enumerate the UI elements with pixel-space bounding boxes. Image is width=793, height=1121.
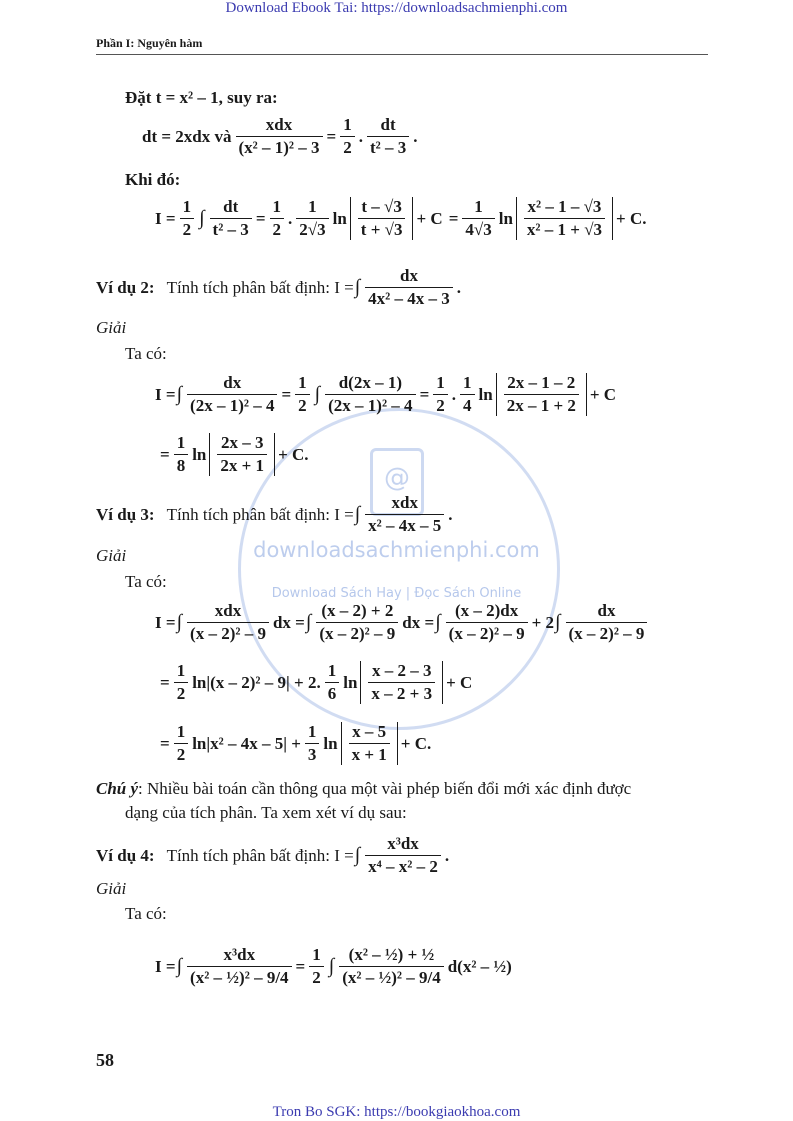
note-line-1 [96,779,631,799]
watermark-tagline: Download Sách Hay | Đọc Sách Online [271,586,522,601]
result-equation: I = $\frac{1}{2}$ ∫ $\frac{dt}{\text{t² – 3}}$ = $\frac{1}{2}$ . $\frac{1}{2√3}$ ln $\frac{t - √3}{t + √3}$ + C = $\frac{1}{4√3}$ ln $\frac{\text{x² – 1 – √3}}{\text{x² – 1 + √3}}$ + C. [155,197,647,239]
dt-relation: dt = 2xdx và $\frac{\text{xdx}}{\text{(x² – 1)² – 3}}$ = $\frac{1}{2}$ . $\frac{dt}{\text{t² – 3}}$ . [142,115,418,157]
example-3-statement: Ví dụ 3: Tính tích phân bất định: I = ∫ $\frac{\text{xdx}}{\text{x² – 4x – 5}}$ . [96,493,453,535]
substitution-line: Đặt t = x² – 1, suy ra: [125,88,278,107]
giai-label: Giải [96,879,127,898]
example-2-line-1: I = ∫ $\frac{dx}{\text{(2x – 1)² – 4}}$ = $\frac{1}{2}$ ∫ $\frac{d(2x - 1)}{\text{(2x – 1)² – 4}}$ = $\frac{1}{2}$ . $\frac{1}{4}$ ln $\frac{2x - 1 - 2}{2x - 1 + 2}$ + C [155,373,617,415]
ta-co-label: Ta có: [125,344,167,363]
page-number: 58 [96,1050,114,1070]
header-rule [96,54,708,55]
note-line-2: dạng của tích phân. Ta xem xét ví dụ sau: [125,803,407,822]
fraction: $\frac{\text{xdx}}{\text{(x² – 1)² – 3}}$ [236,115,323,158]
example-3-label: Ví dụ 3: [96,504,155,524]
giai-label: Giải [96,546,127,565]
dt-text: dt = 2xdx và [142,126,232,146]
ta-co-label: Ta có: [125,572,167,591]
note-label: Chú ý [96,779,139,798]
period: . [413,126,418,146]
ta-co-label: Ta có: [125,904,167,923]
example-2-statement: Ví dụ 2: Tính tích phân bất định: I = ∫ $\frac{dx}{\text{4x² – 4x – 3}}$ . [96,266,462,308]
example-4-line-1: I = ∫ $\frac{\text{x³dx}}{\text{(x² – ½)² – 9/4}}$ = $\frac{1}{2}$ ∫ $\frac{\text{(x² – ½) + ½}}{\text{(x² – ½)² – 9/4}}$ d(x² – ½) [155,945,512,987]
fraction: $\frac{dt}{\text{t² – 3}}$ [367,115,409,158]
khi-do-label: Khi đó: [125,170,181,189]
bottom-sgk-link[interactable]: Tron Bo SGK: https://bookgiaokhoa.com [272,1104,521,1120]
top-download-link[interactable]: Download Ebook Tai: https://downloadsachmienphi.com [225,0,568,16]
example-3-line-3: = $\frac{1}{2}$ ln|x² – 4x – 5| + $\frac{1}{3}$ ln $\frac{x - 5}{x + 1}$ + C. [160,722,432,764]
watermark-site: downloadsachmienphi.com [253,538,540,562]
example-2-line-2: = $\frac{1}{8}$ ln $\frac{2x - 3}{2x + 1}$ + C. [160,433,309,475]
example-3-line-2: = $\frac{1}{2}$ ln|(x – 2)² – 9| + 2. $\frac{1}{6}$ ln $\frac{x - 2 - 3}{x - 2 + 3}$ + C [160,661,473,703]
giai-label: Giải [96,318,127,337]
fraction: $\frac{1}{2}$ [340,115,355,158]
equals: = [326,126,337,146]
example-4-label: Ví dụ 4: [96,845,155,865]
example-4-statement: Ví dụ 4: Tính tích phân bất định: I = ∫ $\frac{\text{x³dx}}{\text{x⁴ – x² – 2}}$ . [96,834,450,876]
section-header: Phần I: Nguyên hàm [96,36,203,50]
note-text: : Nhiều bài toán cần thông qua một vài phép biến đổi mới xác định được [138,779,632,798]
example-2-label: Ví dụ 2: [96,277,155,297]
example-3-line-1: I = ∫ $\frac{\text{xdx}}{\text{(x – 2)² – 9}}$ dx = ∫ $\frac{(x - 2) + 2}{\text{(x – 2)² – 9}}$ dx = ∫ $\frac{(x - 2)dx}{\text{(x – 2)² – 9}}$ + 2 ∫ $\frac{dx}{\text{(x – 2)² – 9}}$ [155,601,651,644]
watermark-book-icon: @ [370,448,424,516]
